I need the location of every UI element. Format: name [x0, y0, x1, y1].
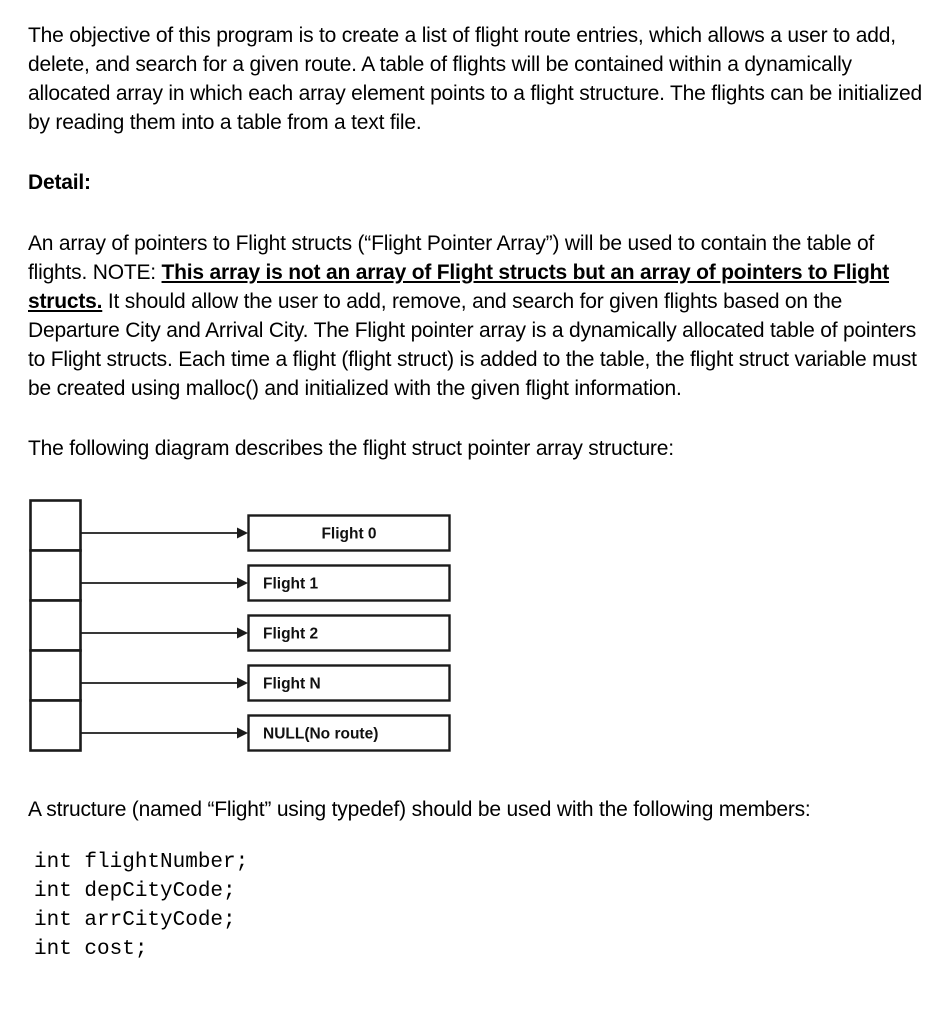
arrowhead-icon: [237, 678, 248, 689]
note-emphasis-text: This array is not an array of Flight structs but an array of pointers to Flight structs.: [28, 261, 890, 313]
code-line: int arrCityCode;: [34, 909, 236, 932]
code-line: int cost;: [34, 938, 148, 961]
arrowhead-icon: [237, 578, 248, 589]
detail-text-after-note: It should allow the user to add, remove, and search for given flights based on the Departure City and Arrival City. The Flight pointer array is a dynamically allocated table of pointers to Flight structs. Each time a flight (flight struct) is added to the table, the flight struct variable must be created using malloc() and initialized with the given flight information.: [28, 290, 917, 400]
array-cell: [31, 551, 81, 601]
flight-box-label: Flight 2: [263, 625, 319, 643]
struct-paragraph: A structure (named “Flight” using typedef) should be used with the following members:: [28, 798, 811, 821]
array-cell: [31, 601, 81, 651]
array-cell: [31, 651, 81, 701]
flight-box-label: NULL(No route): [263, 725, 379, 743]
arrowhead-icon: [237, 528, 248, 539]
arrowhead-icon: [237, 728, 248, 739]
code-line: int depCityCode;: [34, 880, 236, 903]
diagram-intro: The following diagram describes the flight struct pointer array structure:: [28, 437, 674, 460]
flight-box-label: Flight 0: [321, 525, 377, 543]
flight-box-label: Flight N: [263, 675, 321, 693]
code-line: int flightNumber;: [34, 851, 249, 874]
detail-heading: Detail:: [28, 171, 91, 194]
detail-text-before-note: An array of pointers to Flight structs (“Flight Pointer Array”) will be used to contain the table of flights. NOTE:: [28, 232, 875, 284]
array-cell: [31, 701, 81, 751]
code-block: [28, 848, 928, 964]
detail-paragraph: [28, 229, 928, 403]
pointer-array-diagram: [29, 499, 453, 757]
intro-paragraph: The objective of this program is to create a list of flight route entries, which allows a user to add, delete, and search for a given route. A table of flights will be contained within a dynamically allocated array in which each array element points to a flight structure. The flights can be initialized by reading them into a table from a text file.: [28, 24, 922, 134]
array-cell: [31, 501, 81, 551]
flight-box-label: Flight 1: [263, 575, 319, 593]
arrowhead-icon: [237, 628, 248, 639]
